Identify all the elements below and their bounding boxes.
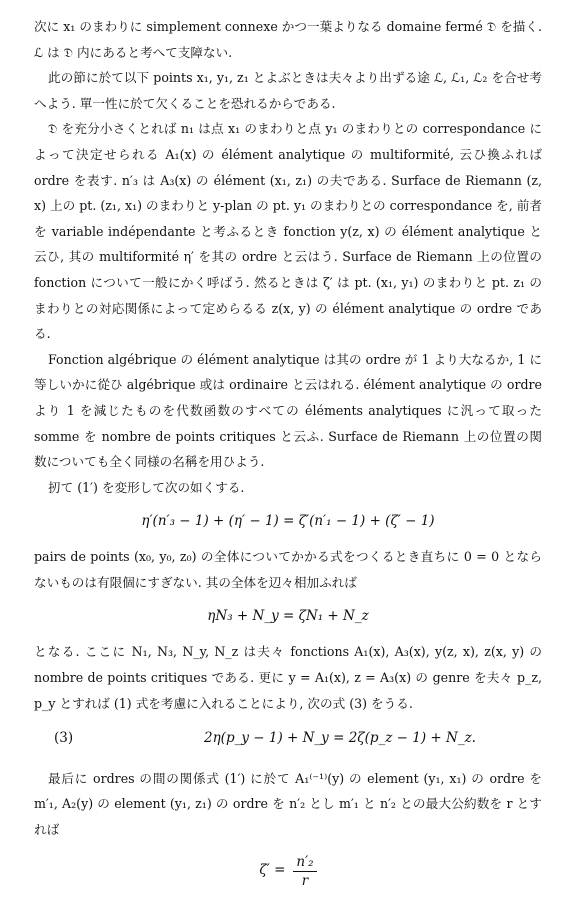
- paragraph-3: 𝔇 を充分小さくとれば n₁ は点 x₁ のまわりと点 y₁ のまわりとの correspondance によって決定せられる A₁(x) の élément analytique の multiformité, 云ひ換ふれば ordre を表す. n′₃ は A₃(x) の élément (x₁, z₁) の夫である. Surface de Riemann (z, x) 上の pt. (z₁, x₁) のまわりと y-plan の pt. y₁ のまわりとの correspondance を, 前者を variable indépendante と考ふるとき fonction y(z, x) の élément analytique と云ひ, 其の multiformité η′ を其の ordre と云はう. Surface de Riemann 上の位置の fonction について一般にかく呼ばう. 然るときは ζ′ は pt. (x₁, y₁) のまわりと pt. z₁ のまわりとの対応関係によって定めらるる z(x, y) の élément analytique の ordre である.: [34, 121, 542, 342]
- equation-3-tag: (3): [54, 730, 74, 747]
- equation-1: η′(n′₃ − 1) + (η′ − 1) = ζ′(n′₁ − 1) + (ζ′ − 1): [141, 513, 435, 530]
- paragraph-5: 扨て (1′) を変形して次の如くする.: [48, 479, 245, 495]
- paragraph-4: Fonction algébrique の élément analytique は其の ordre が 1 より大なるか, 1 に等しいかに從ひ algébrique 或は ordinaire と云はれる. élément analytique の ordre より 1 を減じたものを代数函数のすべての éléments analytiques に汎って取った somme を nombre de points critiques と云ふ. Surface de Riemann 上の位置の関数についても全く同様の名稱を用ひよう.: [34, 351, 542, 470]
- equation-2: ηN₃ + N_y = ζN₁ + N_z: [207, 608, 369, 625]
- equation-4-denominator: r: [301, 872, 309, 889]
- equation-3: [34, 726, 542, 752]
- paragraph-2: 此の節に於て以下 points x₁, y₁, z₁ とよぶときは夫々より出ずる途 ℒ, ℒ₁, ℒ₂ を合せ考へよう. 單一性に於て欠くることを恐れるからである.: [34, 70, 542, 111]
- paragraph-1: 次に x₁ のまわりに simplement connexe かつ一葉よりなる domaine fermé 𝔇 を描く. ℒ は 𝔇 内にあると考へて支障ない.: [34, 19, 542, 60]
- paragraph-8: 最后に ordres の間の関係式 (1′) に於て A₁⁽⁻¹⁾(y) の element (y₁, x₁) の ordre を m′₁, A₂(y) の element (y₁, z₁) の ordre を n′₂ とし m′₁ と n′₂ との最大公約数を r とすれば: [34, 770, 542, 838]
- equation-4-fraction: [293, 853, 316, 890]
- equation-4: [34, 853, 542, 890]
- paragraph-6: pairs de points (x₀, y₀, z₀) の全体についてかかる式をつくるとき直ちに 0 = 0 とならないものは有限個にすぎない. 其の全体を辺々相加ふれば: [34, 549, 542, 590]
- equation-4-lhs: ζ′ =: [259, 862, 286, 879]
- paragraph-7: となる. ここに N₁, N₃, N_y, N_z は夫々 fonctions A₁(x), A₃(x), y(z, x), z(x, y) の nombre de points critiques である. 更に y = A₁(x), z = A₃(x) の genre を夫々 p_z, p_y とすれば (1) 式を考慮に入れることにより, 次の式 (3) をうる.: [34, 644, 542, 711]
- equation-3-body: 2η(p_y − 1) + N_y = 2ζ(p_z − 1) + N_z.: [204, 730, 476, 747]
- equation-4-numerator: n′₂: [293, 853, 316, 872]
